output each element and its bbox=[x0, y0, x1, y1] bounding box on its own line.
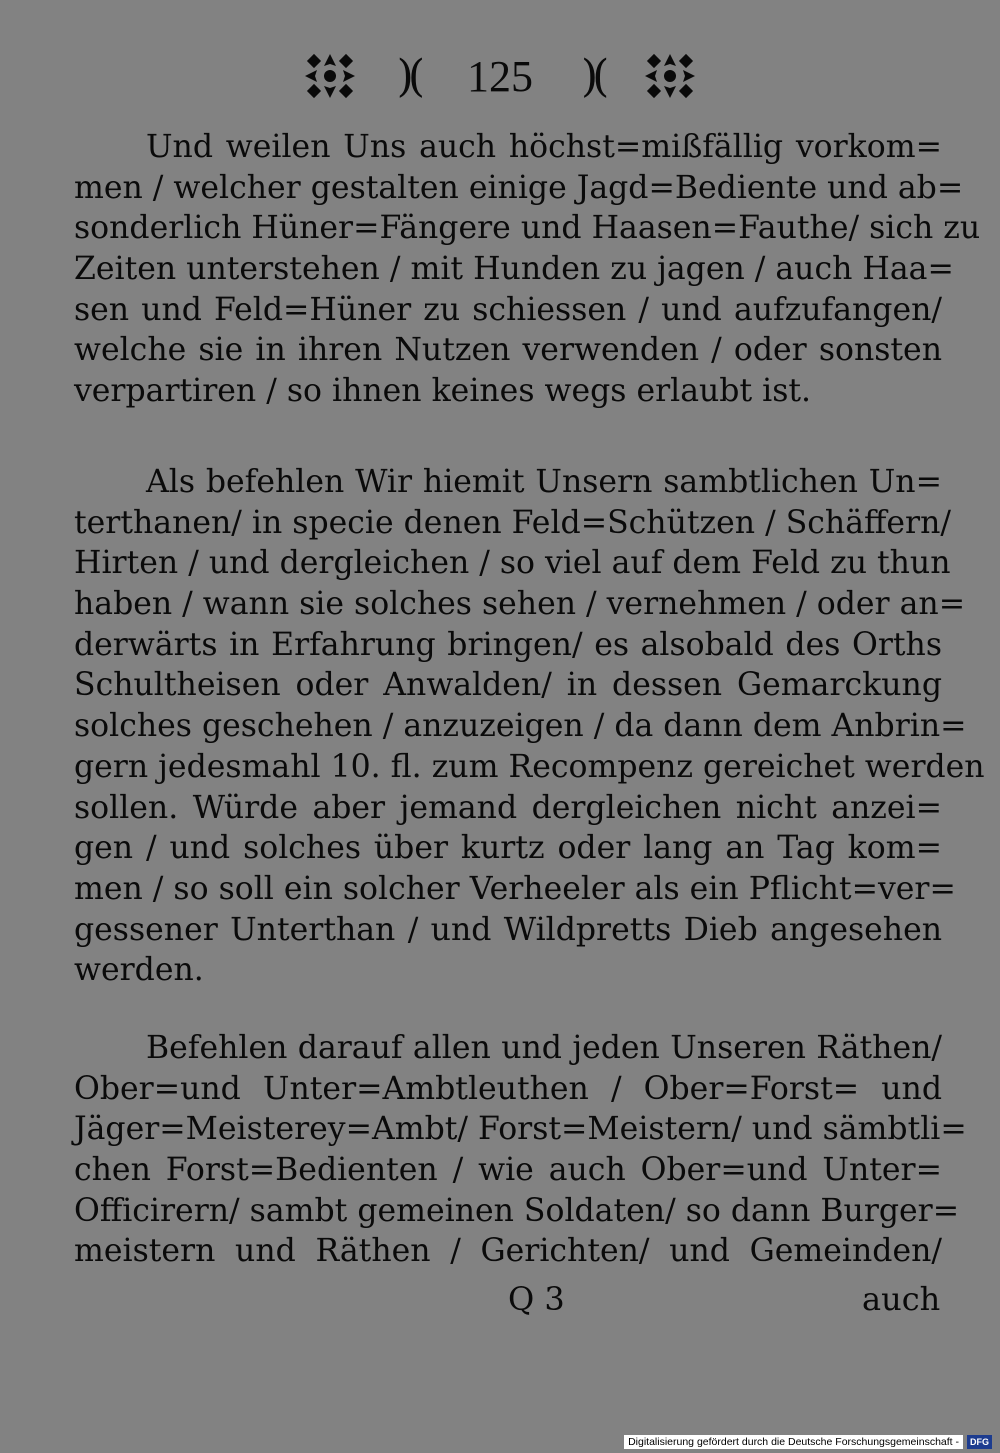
text-line: sonderlich Hüner=Fängere und Haasen=Fauthe/ sich zu bbox=[74, 210, 981, 247]
text-line: sen und Feld=Hüner zu schiessen / und aufzufangen/ bbox=[74, 291, 942, 328]
dfg-logo-icon[interactable]: DFG bbox=[967, 1435, 992, 1449]
text-line: meistern und Räthen / Gerichten/ und Gemeinden/ bbox=[74, 1233, 942, 1270]
text-line: solches geschehen / anzuzeigen / da dann dem Anbrin= bbox=[74, 708, 967, 745]
text-line: men / so soll ein solcher Verheeler als ein Pflicht=ver= bbox=[74, 870, 956, 907]
text-line: Befehlen darauf allen und jeden Unseren Räthen/ bbox=[146, 1030, 942, 1066]
text-line: gen / und solches über kurtz oder lang an Tag kom= bbox=[74, 830, 942, 867]
text-line: verpartiren / so ihnen keines wegs erlaubt ist. bbox=[74, 373, 812, 410]
paragraph-1 bbox=[74, 127, 981, 412]
ornament-right-icon bbox=[639, 50, 701, 102]
page-header bbox=[0, 50, 1000, 102]
catchword: auch bbox=[862, 1280, 941, 1318]
text-line: haben / wann sie solches sehen / vernehmen / oder an= bbox=[74, 586, 966, 623]
signature-mark: Q 3 bbox=[508, 1280, 565, 1318]
paragraph-2 bbox=[74, 462, 985, 991]
page-number: 125 bbox=[467, 51, 533, 101]
text-line: Officirern/ sambt gemeinen Soldaten/ so dann Burger= bbox=[74, 1192, 960, 1229]
text-line: Zeiten unterstehen / mit Hunden zu jagen / auch Haa= bbox=[74, 251, 954, 288]
text-line: Als befehlen Wir hiemit Unsern sambtlichen Un= bbox=[146, 464, 942, 500]
text-line: Jäger=Meisterey=Ambt/ Forst=Meistern/ und sämbtli= bbox=[74, 1111, 967, 1148]
footer bbox=[624, 1435, 992, 1449]
text-line: chen Forst=Bedienten / wie auch Ober=und Unter= bbox=[74, 1152, 942, 1189]
text-line: men / welcher gestalten einige Jagd=Bediente und ab= bbox=[74, 169, 964, 206]
text-line: gessener Unterthan / und Wildpretts Dieb angesehen bbox=[74, 911, 942, 948]
text-line: sollen. Würde aber jemand dergleichen nicht anzei= bbox=[74, 789, 942, 826]
paragraph-3 bbox=[74, 1028, 967, 1272]
text-line: Ober=und Unter=Ambtleuthen / Ober=Forst= und bbox=[74, 1070, 942, 1107]
text-line: Schultheisen oder Anwalden/ in dessen Gemarckung bbox=[74, 667, 942, 704]
header-paren-right: )( bbox=[581, 50, 604, 102]
text-line: derwärts in Erfahrung bringen/ es alsobald des Orths bbox=[74, 626, 942, 663]
text-line: Hirten / und dergleichen / so viel auf dem Feld zu thun bbox=[74, 545, 951, 582]
text-line: welche sie in ihren Nutzen verwenden / oder sonsten bbox=[74, 332, 942, 369]
text-line: werden. bbox=[74, 952, 204, 989]
footer-credit[interactable]: Digitalisierung gefördert durch die Deutsche Forschungsgemeinschaft - bbox=[624, 1435, 963, 1449]
header-paren-left: )( bbox=[396, 50, 419, 102]
text-line: gern jedesmahl 10. fl. zum Recompenz gereichet werden bbox=[74, 748, 985, 785]
text-line: terthanen/ in specie denen Feld=Schützen / Schäffern/ bbox=[74, 504, 951, 541]
ornament-left-icon bbox=[299, 50, 361, 102]
text-line: Und weilen Uns auch höchst=mißfällig vorkom= bbox=[146, 129, 942, 165]
